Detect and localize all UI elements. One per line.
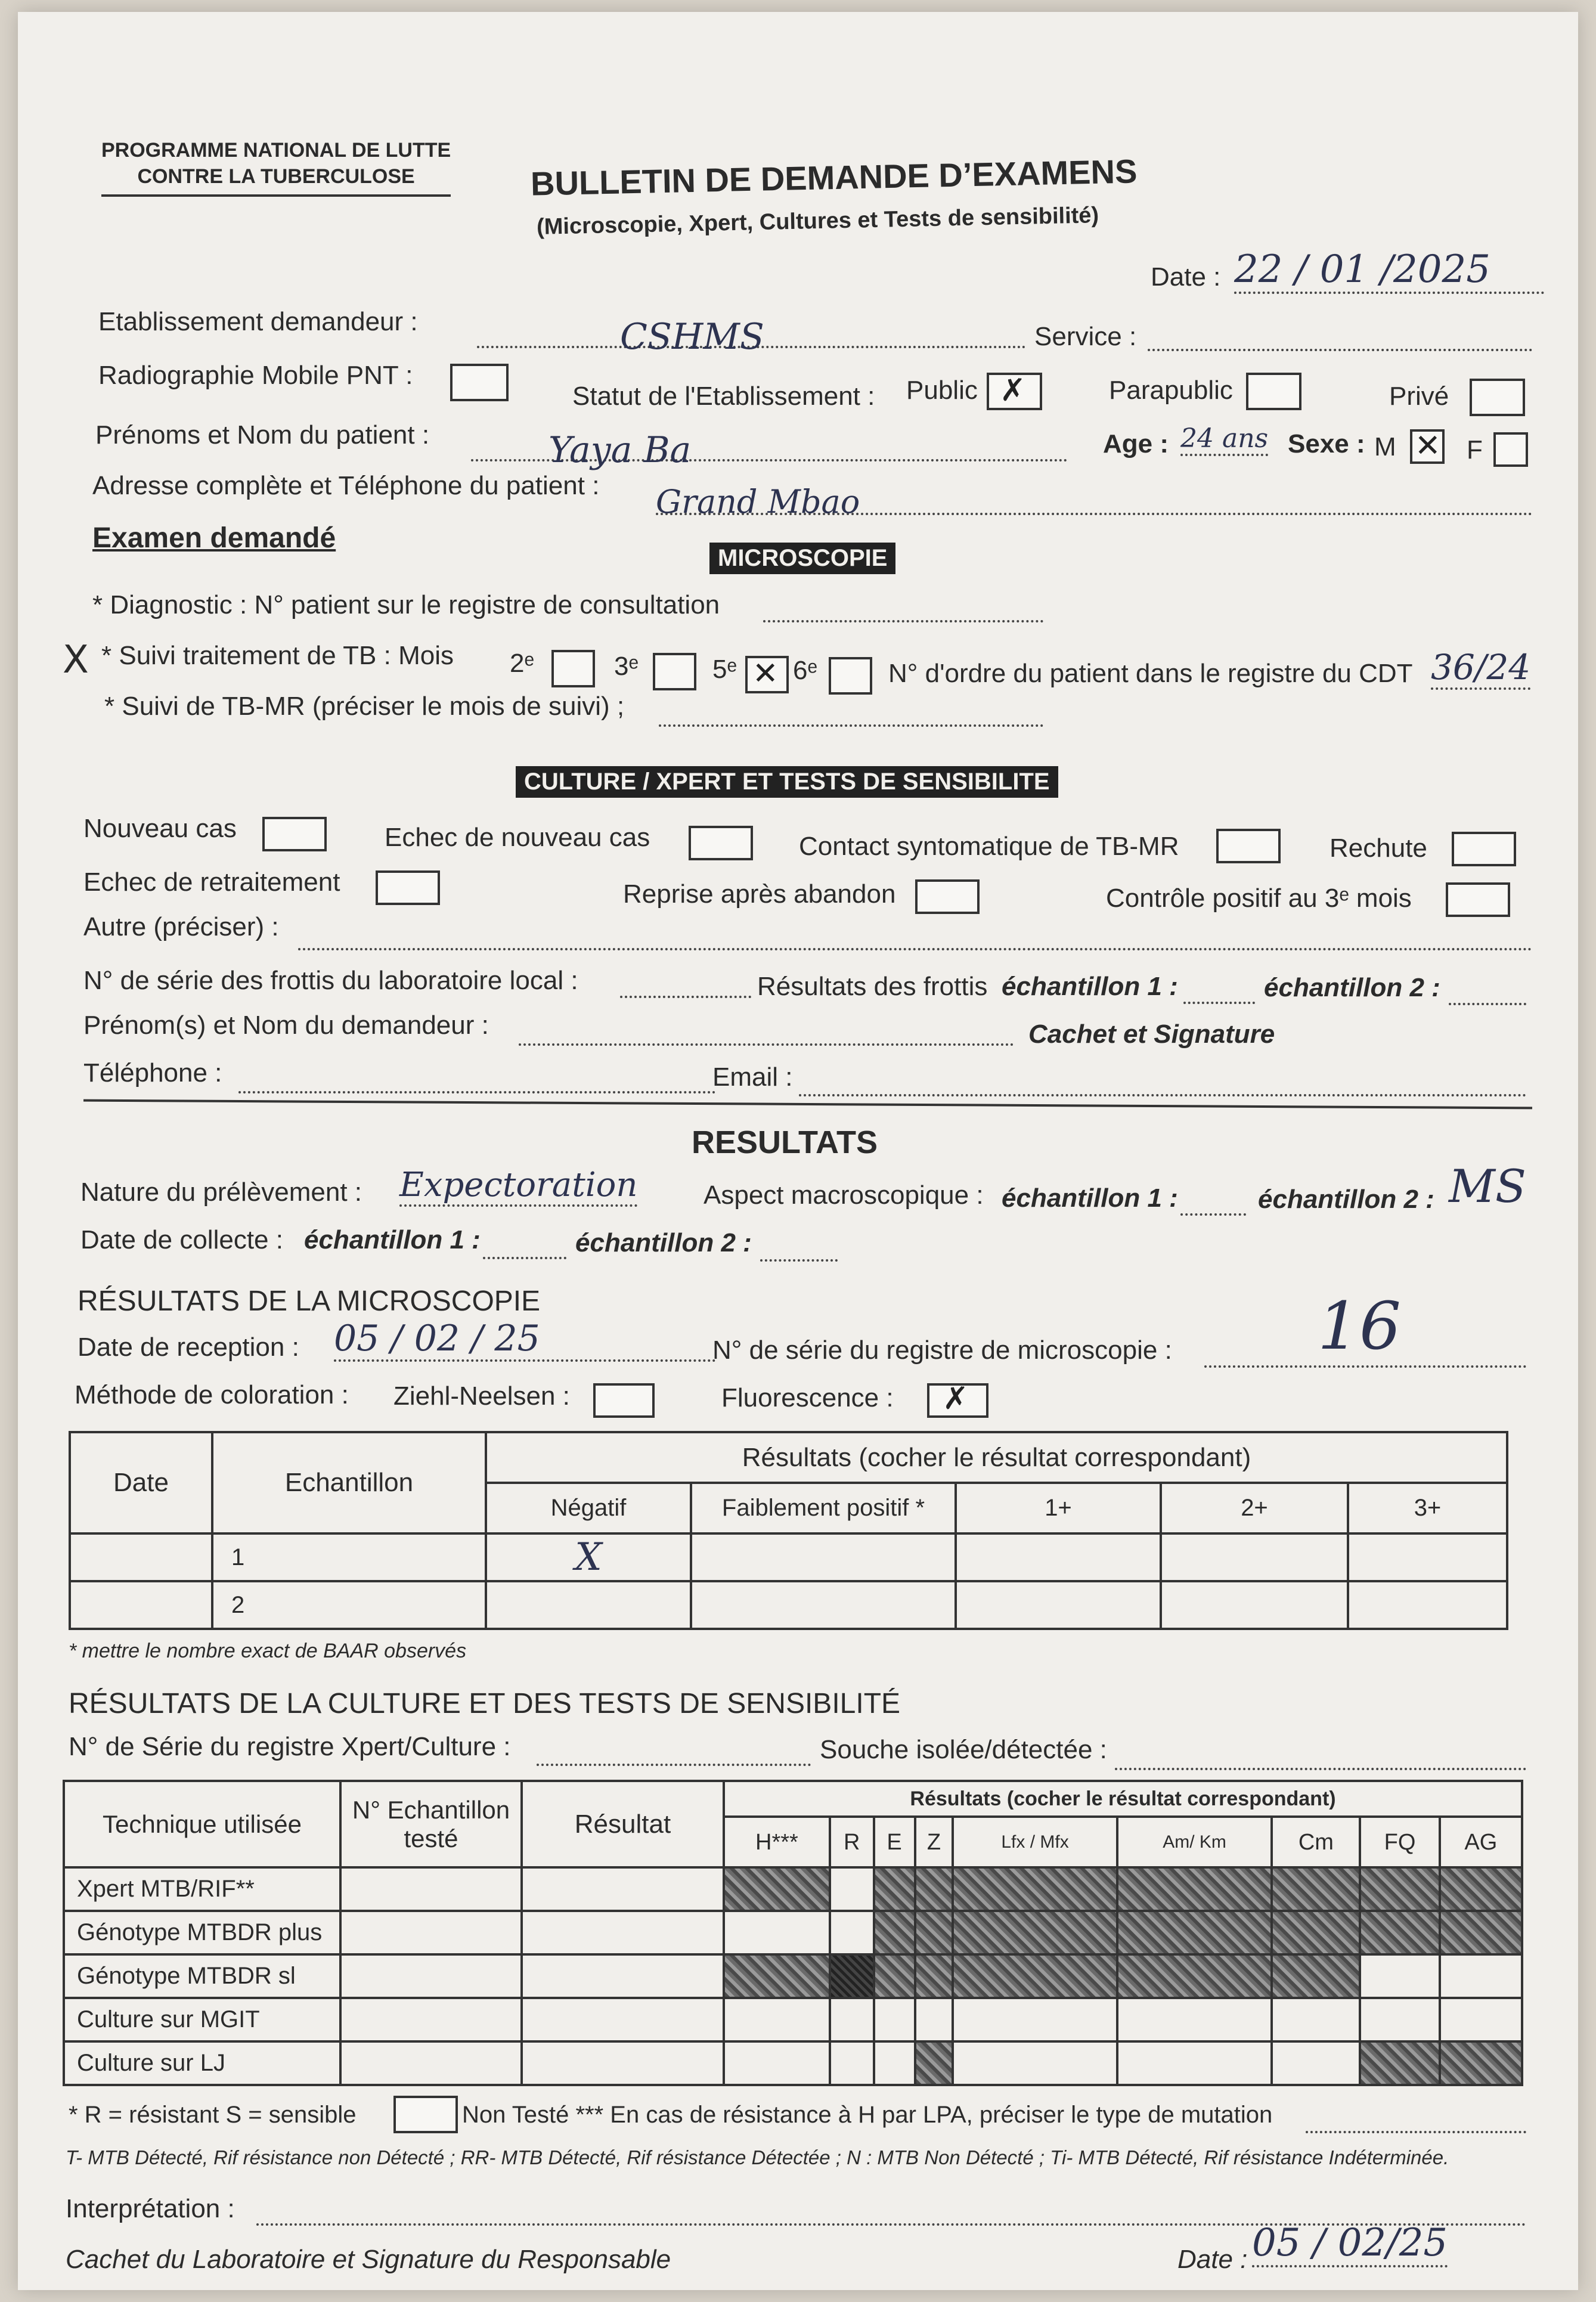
section-divider	[83, 1099, 1532, 1110]
serie-frottis-field[interactable]	[620, 984, 751, 998]
month-6-checkbox[interactable]	[829, 657, 872, 695]
drug-result-cell[interactable]	[830, 1998, 874, 2041]
echec-nouveau-checkbox[interactable]	[689, 826, 753, 860]
row2-negatif-cell[interactable]	[486, 1581, 691, 1629]
drug-result-cell[interactable]	[915, 1998, 953, 2041]
drug-result-cell	[874, 1867, 915, 1911]
contact-checkbox[interactable]	[1216, 829, 1281, 863]
month-3-label: 3ᵉ	[614, 652, 639, 681]
table-row	[64, 1867, 1522, 1911]
micro-results-title: RÉSULTATS DE LA MICROSCOPIE	[78, 1285, 541, 1317]
final-date-value[interactable]: 05 / 02/25	[1252, 2221, 1448, 2267]
legend-line-1a: * R = résistant S = sensible	[69, 2102, 357, 2128]
diagnostic-field[interactable]	[763, 608, 1043, 622]
culture-heading: CULTURE / XPERT ET TESTS DE SENSIBILITE	[516, 766, 1058, 798]
col-drug-header: Am/ Km	[1117, 1817, 1272, 1867]
col-num-ech-header: N° Echantillon testé	[340, 1781, 522, 1867]
collecte-label: Date de collecte :	[80, 1225, 283, 1254]
row1-echantillon-cell: 1	[212, 1533, 486, 1581]
aspect-ech1-field[interactable]	[1180, 1201, 1246, 1216]
public-check-mark: ✗	[1000, 373, 1026, 408]
serie-xpert-field[interactable]	[537, 1752, 811, 1766]
col-drug-header: H***	[724, 1817, 830, 1867]
exam-title: Examen demandé	[92, 522, 336, 554]
telephone-field[interactable]	[238, 1079, 715, 1093]
patient-name-value: Yaya Ba	[548, 429, 692, 471]
culture-results-title: RÉSULTATS DE LA CULTURE ET DES TESTS DE SENSIBILITÉ	[69, 1688, 901, 1719]
controle-checkbox[interactable]	[1446, 882, 1510, 917]
col-drug-header: FQ	[1360, 1817, 1439, 1867]
legend-line-2: T- MTB Détecté, Rif résistance non Détecté ; RR- MTB Détecté, Rif résistance Détectée ; N : MTB Non Détecté ; Ti- MTB Détecté, Rif résistance Indéterminée.	[66, 2146, 1449, 2168]
resultats-frottis-label: Résultats des frottis	[757, 972, 988, 1001]
row2-2plus-cell[interactable]	[1161, 1581, 1348, 1629]
month-2-label: 2ᵉ	[510, 649, 534, 678]
microscopie-heading: MICROSCOPIE	[709, 543, 895, 574]
legend-line-1b: Non Testé *** En cas de résistance à H par LPA, préciser le type de mutation	[462, 2102, 1273, 2128]
drug-result-cell[interactable]	[724, 2041, 830, 2085]
drug-result-cell	[1117, 1911, 1272, 1954]
email-label: Email :	[712, 1062, 793, 1092]
num-ech-cell[interactable]	[340, 1867, 522, 1911]
month-5-label: 5ᵉ	[712, 655, 737, 684]
drug-result-cell[interactable]	[1117, 1998, 1272, 2041]
drug-result-cell	[874, 1911, 915, 1954]
aspect-ech2-label: échantillon 2 :	[1258, 1185, 1434, 1214]
col-3plus-header: 3+	[1348, 1483, 1507, 1533]
statut-label: Statut de l'Etablissement :	[572, 382, 875, 411]
diagnostic-label: * Diagnostic : N° patient sur le registre de consultation	[92, 590, 720, 619]
drug-result-cell[interactable]	[830, 1867, 874, 1911]
table-row	[70, 1533, 1507, 1581]
age-value[interactable]: 24 ans	[1180, 423, 1268, 456]
technique-cell: Génotype MTBDR plus	[64, 1911, 340, 1954]
col-resultat-header: Résultat	[522, 1781, 724, 1867]
row1-faible-cell[interactable]	[691, 1533, 956, 1581]
table-row	[64, 1954, 1522, 1998]
col-drug-header: Lfx / Mfx	[953, 1817, 1117, 1867]
reception-value[interactable]: 05 / 02 / 25	[334, 1318, 715, 1362]
row2-echantillon-cell: 2	[212, 1581, 486, 1629]
row2-3plus-cell[interactable]	[1348, 1581, 1507, 1629]
resultat-cell[interactable]	[522, 1998, 724, 2041]
serie-frottis-label: N° de série des frottis du laboratoire local :	[83, 966, 578, 995]
table-row	[64, 2041, 1522, 2085]
final-date-label: Date :	[1177, 2245, 1248, 2274]
row2-date-cell[interactable]	[70, 1581, 212, 1629]
drug-result-cell[interactable]	[724, 1911, 830, 1954]
cachet-signature-label: Cachet et Signature	[1028, 1020, 1275, 1049]
drug-result-cell	[915, 1954, 953, 1998]
radio-checkbox[interactable]	[450, 364, 509, 401]
sexe-m-label: M	[1374, 432, 1396, 461]
programme-line-2: CONTRE LA TUBERCULOSE	[101, 163, 451, 197]
etab-label: Etablissement demandeur :	[98, 307, 418, 336]
echec-nouveau-label: Echec de nouveau cas	[385, 823, 650, 852]
culture-results-header: Résultats (cocher le résultat correspondant)	[724, 1781, 1522, 1817]
etab-value: CSHMS	[620, 316, 764, 358]
sexe-m-check-mark: ✕	[1415, 428, 1441, 464]
drug-result-cell	[1272, 1867, 1360, 1911]
col-1plus-header: 1+	[956, 1483, 1161, 1533]
drug-result-cell	[1440, 2041, 1522, 2085]
nouveau-cas-checkbox[interactable]	[262, 817, 327, 851]
programme-line-1: PROGRAMME NATIONAL DE LUTTE	[101, 139, 451, 162]
drug-result-cell	[724, 1954, 830, 1998]
age-label: Age :	[1103, 429, 1169, 458]
col-drug-header: AG	[1440, 1817, 1522, 1867]
drug-result-cell	[953, 1911, 1117, 1954]
interpretation-label: Interprétation :	[66, 2194, 235, 2223]
echec-retrait-label: Echec de retraitement	[83, 867, 340, 897]
frottis-ech2-field[interactable]	[1449, 991, 1526, 1005]
nature-value[interactable]: Expectoration	[399, 1166, 637, 1207]
drug-result-cell[interactable]	[953, 1998, 1117, 2041]
col-drug-header: R	[830, 1817, 874, 1867]
autre-field[interactable]	[298, 936, 1532, 950]
table-row	[64, 1998, 1522, 2041]
form-title: BULLETIN DE DEMANDE D’EXAMENS	[530, 152, 1138, 203]
drug-result-cell[interactable]	[874, 1998, 915, 2041]
ziehl-checkbox[interactable]	[593, 1383, 655, 1418]
micro-footnote: * mettre le nombre exact de BAAR observés	[69, 1640, 467, 1662]
month-2-checkbox[interactable]	[551, 650, 595, 687]
month-5-check-mark: ✕	[752, 656, 779, 692]
technique-cell: Culture sur LJ	[64, 2041, 340, 2085]
num-ech-cell[interactable]	[340, 1911, 522, 1954]
drug-result-cell[interactable]	[724, 1998, 830, 2041]
serie-xpert-label: N° de Série du registre Xpert/Culture :	[69, 1732, 511, 1761]
rechute-label: Rechute	[1330, 834, 1427, 863]
programme-title	[101, 137, 451, 197]
patient-name-label: Prénoms et Nom du patient :	[95, 420, 430, 450]
rechute-checkbox[interactable]	[1452, 832, 1516, 866]
nouveau-cas-label: Nouveau cas	[83, 814, 237, 843]
drug-result-cell	[953, 1867, 1117, 1911]
parapublic-checkbox[interactable]	[1246, 373, 1301, 410]
sexe-label: Sexe :	[1288, 429, 1365, 458]
ziehl-label: Ziehl-Neelsen :	[393, 1381, 570, 1411]
technique-cell: Génotype MTBDR sl	[64, 1954, 340, 1998]
col-drug-header: Z	[915, 1817, 953, 1867]
drug-result-cell	[1360, 2041, 1439, 2085]
public-label: Public	[906, 376, 978, 405]
ordre-label: N° d'ordre du patient dans le registre du CDT	[888, 659, 1413, 688]
contact-label: Contact syntomatique de TB-MR	[799, 832, 1179, 861]
suivi-x-mark: X	[63, 638, 89, 682]
drug-result-cell[interactable]	[1360, 1998, 1439, 2041]
patient-name-field[interactable]	[471, 429, 1067, 471]
num-ech-cell[interactable]	[340, 1954, 522, 1998]
aspect-label: Aspect macroscopique :	[704, 1181, 984, 1210]
fluo-checkbox[interactable]	[927, 1383, 988, 1418]
reprise-checkbox[interactable]	[915, 879, 980, 914]
address-value: Grand Mbao	[656, 483, 860, 520]
drug-result-cell[interactable]	[874, 2041, 915, 2085]
ordre-value[interactable]: 36/24	[1431, 647, 1530, 690]
col-2plus-header: 2+	[1161, 1483, 1348, 1533]
row1-negatif-cell[interactable]	[486, 1533, 691, 1581]
drug-result-cell	[1117, 1954, 1272, 1998]
drug-result-cell	[1272, 1954, 1360, 1998]
radio-label: Radiographie Mobile PNT :	[98, 361, 413, 390]
row1-2plus-cell[interactable]	[1161, 1533, 1348, 1581]
public-checkbox[interactable]	[987, 373, 1042, 410]
month-5-checkbox[interactable]	[745, 656, 789, 693]
prive-checkbox[interactable]	[1470, 379, 1525, 416]
drug-result-cell	[1117, 1867, 1272, 1911]
suivi-mr-label: * Suivi de TB-MR (préciser le mois de suivi) ;	[104, 692, 625, 721]
collecte-ech1-label: échantillon 1 :	[304, 1225, 481, 1254]
non-teste-legend-box	[393, 2096, 458, 2133]
resultat-cell[interactable]	[522, 1954, 724, 1998]
resultat-cell[interactable]	[522, 2041, 724, 2085]
drug-result-cell[interactable]	[953, 2041, 1117, 2085]
drug-result-cell	[915, 2041, 953, 2085]
drug-result-cell	[915, 1911, 953, 1954]
date-value[interactable]: 22 / 01 /2025	[1234, 247, 1544, 294]
micro-results-header: Résultats (cocher le résultat correspondant)	[486, 1432, 1507, 1483]
nature-label: Nature du prélèvement :	[80, 1178, 362, 1207]
fluo-label: Fluorescence :	[721, 1383, 894, 1412]
col-drug-header: E	[874, 1817, 915, 1867]
address-label: Adresse complète et Téléphone du patient :	[92, 471, 600, 500]
demandeur-label: Prénom(s) et Nom du demandeur :	[83, 1011, 489, 1040]
drug-result-cell[interactable]	[1117, 2041, 1272, 2085]
resultat-cell[interactable]	[522, 1867, 724, 1911]
sexe-f-label: F	[1467, 435, 1483, 464]
drug-result-cell	[953, 1954, 1117, 1998]
col-technique-header: Technique utilisée	[64, 1781, 340, 1867]
echec-retrait-checkbox[interactable]	[376, 870, 440, 905]
resultats-title: RESULTATS	[692, 1124, 878, 1160]
etab-field[interactable]	[477, 316, 1025, 358]
coloration-label: Méthode de coloration :	[75, 1380, 349, 1409]
drug-result-cell	[1360, 1911, 1439, 1954]
drug-result-cell	[1440, 1911, 1522, 1954]
aspect-ech2-value[interactable]: MS	[1449, 1160, 1526, 1213]
demandeur-field[interactable]	[519, 1031, 1014, 1046]
prive-label: Privé	[1389, 382, 1449, 411]
serie-micro-label: N° de série du registre de microscopie :	[712, 1336, 1172, 1365]
collecte-ech1-field[interactable]	[483, 1245, 566, 1259]
date-label: Date :	[1151, 262, 1221, 292]
month-3-checkbox[interactable]	[653, 653, 696, 690]
drug-result-cell	[915, 1867, 953, 1911]
telephone-label: Téléphone :	[83, 1058, 222, 1088]
table-row	[64, 1911, 1522, 1954]
col-faible-header: Faiblement positif *	[691, 1483, 956, 1533]
row2-faible-cell[interactable]	[691, 1581, 956, 1629]
row1-date-cell[interactable]	[70, 1533, 212, 1581]
drug-result-cell	[1440, 1867, 1522, 1911]
drug-result-cell	[1360, 1867, 1439, 1911]
drug-result-cell	[874, 1954, 915, 1998]
drug-result-cell[interactable]	[830, 2041, 874, 2085]
row1-negatif-mark: X	[575, 1535, 602, 1579]
microscopy-results-table	[69, 1431, 1508, 1630]
fluo-check-mark: ✗	[943, 1381, 969, 1417]
num-ech-cell[interactable]	[340, 2041, 522, 2085]
frottis-ech2-label: échantillon 2 :	[1264, 973, 1440, 1002]
col-date-header: Date	[70, 1432, 212, 1533]
service-field[interactable]	[1148, 331, 1532, 351]
aspect-ech1-label: échantillon 1 :	[1002, 1183, 1178, 1213]
col-echantillon-header: Echantillon	[212, 1432, 486, 1533]
sexe-m-checkbox[interactable]	[1410, 429, 1445, 464]
souche-field[interactable]	[1115, 1756, 1526, 1770]
frottis-ech1-field[interactable]	[1183, 990, 1255, 1004]
row1-1plus-cell[interactable]	[956, 1533, 1161, 1581]
drug-result-cell	[830, 1954, 874, 1998]
resultat-cell[interactable]	[522, 1911, 724, 1954]
drug-result-cell	[724, 1867, 830, 1911]
autre-label: Autre (préciser) :	[83, 912, 279, 941]
suivi-mr-field[interactable]	[659, 712, 1043, 727]
form-paper	[18, 12, 1578, 2290]
drug-result-cell	[1272, 1911, 1360, 1954]
reprise-label: Reprise après abandon	[623, 879, 896, 909]
email-field[interactable]	[799, 1082, 1526, 1096]
drug-result-cell[interactable]	[1440, 1998, 1522, 2041]
cachet-labo-label: Cachet du Laboratoire et Signature du Responsable	[66, 2245, 671, 2274]
drug-result-cell[interactable]	[1360, 1954, 1439, 1998]
service-label: Service :	[1034, 322, 1137, 351]
parapublic-label: Parapublic	[1109, 376, 1233, 405]
drug-result-cell[interactable]	[1440, 1954, 1522, 1998]
sexe-f-checkbox[interactable]	[1493, 432, 1528, 467]
technique-cell: Xpert MTB/RIF**	[64, 1867, 340, 1911]
address-field[interactable]	[656, 483, 1532, 520]
collecte-ech2-label: échantillon 2 :	[575, 1228, 752, 1257]
num-ech-cell[interactable]	[340, 1998, 522, 2041]
mutation-field[interactable]	[1306, 2123, 1526, 2133]
culture-results-table	[63, 1780, 1523, 2086]
form-subtitle: (Microscopie, Xpert, Cultures et Tests de sensibilité)	[536, 203, 1099, 240]
frottis-ech1-label: échantillon 1 :	[1002, 972, 1178, 1001]
reception-label: Date de reception :	[78, 1333, 299, 1362]
suivi-label: * Suivi traitement de TB : Mois	[101, 641, 454, 670]
row2-1plus-cell[interactable]	[956, 1581, 1161, 1629]
month-6-label: 6ᵉ	[793, 656, 817, 685]
row1-3plus-cell[interactable]	[1348, 1533, 1507, 1581]
serie-micro-value: 16	[1318, 1288, 1401, 1364]
souche-label: Souche isolée/détectée :	[820, 1735, 1107, 1764]
table-row	[70, 1581, 1507, 1629]
controle-label: Contrôle positif au 3ᵉ mois	[1106, 884, 1412, 913]
drug-result-cell[interactable]	[1272, 1998, 1360, 2041]
collecte-ech2-field[interactable]	[760, 1247, 838, 1262]
technique-cell: Culture sur MGIT	[64, 1998, 340, 2041]
drug-result-cell[interactable]	[830, 1911, 874, 1954]
drug-result-cell[interactable]	[1272, 2041, 1360, 2085]
col-drug-header: Cm	[1272, 1817, 1360, 1867]
col-negatif-header: Négatif	[486, 1483, 691, 1533]
